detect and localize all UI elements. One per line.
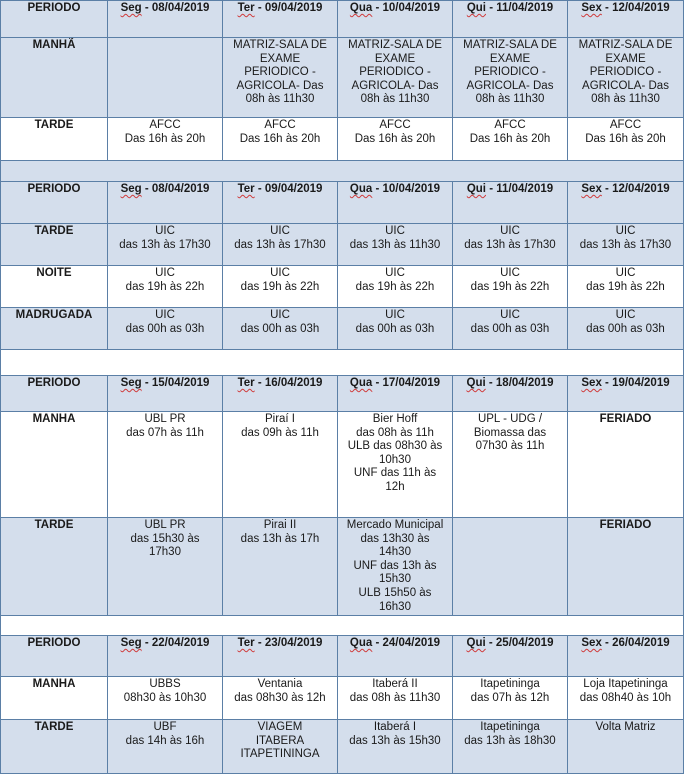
schedule-cell xyxy=(453,412,568,518)
period-label: TARDE xyxy=(1,720,108,774)
cell-text: UIC xyxy=(615,309,636,321)
schedule-cell xyxy=(223,308,338,350)
schedule-cell xyxy=(223,224,338,266)
cell-text: das 13h às 17h30 xyxy=(119,238,211,251)
schedule-cell xyxy=(108,720,223,774)
day-abbr: Qui xyxy=(466,183,486,195)
day-abbr: Qua xyxy=(349,183,373,195)
cell-text: AGRICOLA- Das xyxy=(582,79,669,92)
schedule-cell xyxy=(568,720,684,774)
cell-text: UIC xyxy=(615,267,636,279)
cell-text: das 08h40 às 10h xyxy=(579,691,672,704)
cell-text: EXAME xyxy=(374,52,416,65)
cell-text: MATRIZ-SALA DE xyxy=(463,39,557,51)
cell-text: AFCC xyxy=(264,119,296,131)
cell-text: das 00h as 03h xyxy=(470,322,550,335)
day-header xyxy=(108,182,223,224)
cell-text: UBF xyxy=(153,721,177,733)
cell-text: das 07h às 12h xyxy=(470,691,550,704)
cell-text: UIC xyxy=(155,309,175,321)
day-abbr: Ter xyxy=(237,637,255,649)
day-abbr: Seg xyxy=(120,377,142,389)
cell-text: 08h30 às 10h30 xyxy=(123,691,207,704)
cell-text: das 13h às 18h30 xyxy=(464,734,556,747)
cell-text: das 00h as 03h xyxy=(586,322,665,335)
cell-text: UIC xyxy=(500,309,520,321)
day-date: - 26/04/2019 xyxy=(601,637,670,649)
cell-text: das 00h as 03h xyxy=(240,322,320,335)
cell-text: 17h30 xyxy=(149,546,181,559)
cell-text: PERIODICO - xyxy=(359,66,431,79)
section-spacer xyxy=(1,616,684,636)
cell-text: Itaberá II xyxy=(372,678,418,690)
day-header xyxy=(223,376,338,412)
cell-text: 07h30 às 11h xyxy=(475,440,545,453)
cell-text: UIC xyxy=(270,267,290,279)
cell-text: UBBS xyxy=(149,678,181,690)
schedule-cell xyxy=(108,677,223,720)
day-date: - 10/04/2019 xyxy=(372,2,441,14)
cell-text: AGRICOLA- Das xyxy=(351,79,439,92)
day-abbr: Qua xyxy=(349,2,373,14)
schedule-cell xyxy=(568,677,684,720)
day-abbr: Sex xyxy=(581,377,602,389)
schedule-cell xyxy=(338,677,453,720)
day-date: - 15/04/2019 xyxy=(141,377,210,389)
day-header xyxy=(223,1,338,38)
cell-text: VIAGEM xyxy=(257,721,303,733)
day-header xyxy=(568,1,684,38)
cell-text: das 14h às 16h xyxy=(125,734,205,747)
section-spacer xyxy=(1,350,684,376)
cell-text: Das 16h às 20h xyxy=(469,132,551,145)
schedule-cell xyxy=(223,266,338,308)
cell-text: UBL PR xyxy=(144,413,186,425)
day-date: - 12/04/2019 xyxy=(601,2,670,14)
cell-text: UIC xyxy=(385,225,405,237)
period-label: MADRUGADA xyxy=(1,308,108,350)
period-header: PERIODO xyxy=(1,376,108,412)
cell-text: AFCC xyxy=(149,119,181,131)
spacer-cell xyxy=(1,161,684,182)
schedule-cell xyxy=(568,224,684,266)
schedule-cell xyxy=(453,224,568,266)
day-date: - 25/04/2019 xyxy=(485,637,554,649)
cell-text: PERIODICO - xyxy=(474,66,546,79)
day-header xyxy=(568,182,684,224)
schedule-cell xyxy=(568,118,684,161)
cell-text: Volta Matriz xyxy=(595,721,656,733)
cell-text: das 00h as 03h xyxy=(355,322,435,335)
day-date: - 24/04/2019 xyxy=(372,637,441,649)
schedule-cell xyxy=(568,266,684,308)
cell-text: UIC xyxy=(385,309,405,321)
day-header xyxy=(568,636,684,677)
day-date: - 16/04/2019 xyxy=(254,377,323,389)
schedule-cell xyxy=(223,677,338,720)
day-date: - 22/04/2019 xyxy=(141,637,210,649)
cell-text: UIC xyxy=(270,309,290,321)
day-header xyxy=(453,1,568,38)
cell-text: ULB 15h50 às xyxy=(358,586,432,599)
cell-text: das 08h30 às 12h xyxy=(234,691,326,704)
period-label: TARDE xyxy=(1,518,108,616)
cell-text: das 19h às 22h xyxy=(240,280,320,293)
cell-text: UIC xyxy=(615,225,636,237)
cell-text: PERIODICO - xyxy=(589,66,662,79)
schedule-cell xyxy=(568,308,684,350)
cell-text: Das 16h às 20h xyxy=(124,132,206,145)
cell-text: Loja Itapetininga xyxy=(583,678,668,690)
day-abbr: Seg xyxy=(120,2,142,14)
schedule-cell xyxy=(223,518,338,616)
cell-text: 08h às 11h30 xyxy=(591,93,660,106)
schedule-cell xyxy=(108,38,223,118)
period-label: MANHA xyxy=(1,677,108,720)
cell-text: das 08h às 11h30 xyxy=(349,691,441,704)
cell-text: UBL PR xyxy=(144,519,186,531)
cell-text: PERIODICO - xyxy=(244,66,316,79)
cell-text: Piraí I xyxy=(264,413,296,425)
schedule-cell xyxy=(223,118,338,161)
cell-text: das 13h às 17h30 xyxy=(464,238,556,251)
cell-text: UIC xyxy=(155,225,175,237)
day-abbr: Sex xyxy=(581,183,602,195)
schedule-cell xyxy=(568,412,684,518)
header-row xyxy=(1,376,684,412)
cell-text: das 07h às 11h xyxy=(126,426,204,439)
cell-text: EXAME xyxy=(489,52,531,65)
cell-text: das 08h às 11h xyxy=(356,426,434,439)
cell-text: UIC xyxy=(500,267,520,279)
cell-text: Bier Hoff xyxy=(372,413,418,425)
schedule-cell xyxy=(108,412,223,518)
day-date: - 08/04/2019 xyxy=(141,2,210,14)
period-header: PERIODO xyxy=(1,1,108,38)
schedule-cell xyxy=(108,266,223,308)
schedule-cell xyxy=(108,308,223,350)
day-date: - 19/04/2019 xyxy=(601,377,670,389)
cell-text: das 13h às 17h30 xyxy=(579,238,672,251)
day-abbr: Qui xyxy=(466,377,486,389)
cell-text: das 13h30 às xyxy=(360,532,430,545)
cell-text: MATRIZ-SALA DE xyxy=(578,39,673,51)
period-header: PERIODO xyxy=(1,182,108,224)
cell-text: das 19h às 22h xyxy=(125,280,205,293)
day-abbr: Seg xyxy=(120,183,142,195)
day-date: - 08/04/2019 xyxy=(141,183,210,195)
schedule-cell xyxy=(223,412,338,518)
cell-text: das 13h às 17h30 xyxy=(234,238,326,251)
day-header xyxy=(453,376,568,412)
cell-text: Mercado Municipal xyxy=(346,519,444,531)
schedule-cell xyxy=(453,308,568,350)
cell-text: das 00h as 03h xyxy=(125,322,205,335)
cell-text: 08h às 11h30 xyxy=(360,93,430,106)
day-header xyxy=(338,376,453,412)
cell-text: 12h xyxy=(385,480,405,493)
day-date: - 11/04/2019 xyxy=(486,183,554,195)
schedule-cell xyxy=(338,118,453,161)
schedule-cell xyxy=(223,720,338,774)
schedule-cell xyxy=(453,518,568,616)
cell-text: UPL - UDG / xyxy=(477,413,543,425)
cell-text: das 19h às 22h xyxy=(470,280,550,293)
schedule-row xyxy=(1,38,684,118)
cell-text: das 19h às 22h xyxy=(586,280,665,293)
schedule-cell xyxy=(453,677,568,720)
cell-text: Das 16h às 20h xyxy=(585,132,666,145)
cell-text: AFCC xyxy=(379,119,411,131)
cell-text: MATRIZ-SALA DE xyxy=(233,39,327,51)
cell-text: FERIADO xyxy=(599,519,652,531)
day-header xyxy=(338,1,453,38)
period-label: TARDE xyxy=(1,118,108,161)
cell-text: FERIADO xyxy=(599,413,652,425)
day-header xyxy=(108,636,223,677)
cell-text: Das 16h às 20h xyxy=(239,132,321,145)
schedule-cell xyxy=(568,38,684,118)
cell-text: AFCC xyxy=(494,119,526,131)
cell-text: Biomassa das xyxy=(473,426,547,439)
schedule-cell xyxy=(223,38,338,118)
cell-text: 16h30 xyxy=(379,600,411,613)
schedule-cell xyxy=(338,518,453,616)
day-abbr: Seg xyxy=(120,637,142,649)
day-date: - 12/04/2019 xyxy=(601,183,670,195)
day-abbr: Qua xyxy=(349,377,373,389)
day-date: - 09/04/2019 xyxy=(254,183,323,195)
cell-text: Itapetininga xyxy=(480,678,540,690)
cell-text: das 13h às 17h xyxy=(240,532,320,545)
cell-text: AFCC xyxy=(609,119,642,131)
schedule-cell xyxy=(338,308,453,350)
day-date: - 18/04/2019 xyxy=(485,377,554,389)
section-spacer xyxy=(1,161,684,182)
header-row xyxy=(1,636,684,677)
schedule-cell xyxy=(108,518,223,616)
schedule-cell xyxy=(338,224,453,266)
header-row xyxy=(1,1,684,38)
cell-text: EXAME xyxy=(605,52,646,65)
cell-text: Ventania xyxy=(257,678,303,690)
period-label: MANHÃ xyxy=(1,38,108,118)
period-label: MANHA xyxy=(1,412,108,518)
day-abbr: Ter xyxy=(237,2,255,14)
cell-text: UIC xyxy=(500,225,520,237)
day-date: - 10/04/2019 xyxy=(372,183,441,195)
cell-text: AGRICOLA- Das xyxy=(466,79,554,92)
schedule-cell xyxy=(453,38,568,118)
day-date: - 17/04/2019 xyxy=(372,377,441,389)
cell-text: ULB das 08h30 às xyxy=(347,440,443,453)
day-header xyxy=(223,636,338,677)
day-abbr: Ter xyxy=(237,377,255,389)
day-header xyxy=(338,636,453,677)
day-header xyxy=(568,376,684,412)
cell-text: Pirai II xyxy=(263,519,297,531)
cell-text: das 09h às 11h xyxy=(241,426,319,439)
cell-text: Itapetininga xyxy=(480,721,540,733)
schedule-cell xyxy=(338,38,453,118)
cell-text: 08h às 11h30 xyxy=(475,93,545,106)
day-abbr: Qua xyxy=(349,637,373,649)
cell-text: Itaberá I xyxy=(373,721,417,733)
schedule-cell xyxy=(568,518,684,616)
cell-text: 08h às 11h30 xyxy=(245,93,315,106)
schedule-row xyxy=(1,518,684,616)
day-date: - 23/04/2019 xyxy=(254,637,323,649)
cell-text: UIC xyxy=(385,267,405,279)
schedule-row xyxy=(1,720,684,774)
cell-text: das 19h às 22h xyxy=(355,280,435,293)
schedule-cell xyxy=(108,118,223,161)
day-abbr: Ter xyxy=(237,183,255,195)
period-label: NOITE xyxy=(1,266,108,308)
cell-text: UNF das 13h às xyxy=(353,559,437,572)
cell-text: 14h30 xyxy=(379,546,411,559)
day-date: - 09/04/2019 xyxy=(254,2,323,14)
cell-text: Das 16h às 20h xyxy=(354,132,436,145)
schedule-cell xyxy=(453,266,568,308)
cell-text: 15h30 xyxy=(379,573,411,586)
schedule-row xyxy=(1,412,684,518)
cell-text: das 13h às 15h30 xyxy=(349,734,441,747)
cell-text: UIC xyxy=(155,267,175,279)
day-header xyxy=(453,636,568,677)
day-date: - 11/04/2019 xyxy=(486,2,554,14)
schedule-cell xyxy=(453,118,568,161)
day-abbr: Qui xyxy=(466,637,486,649)
day-abbr: Sex xyxy=(581,637,602,649)
day-header xyxy=(453,182,568,224)
cell-text: UIC xyxy=(270,225,290,237)
cell-text: EXAME xyxy=(259,52,301,65)
spacer-cell xyxy=(1,350,684,376)
cell-text: UNF das 11h às xyxy=(353,467,437,480)
cell-text: AGRICOLA- Das xyxy=(236,79,324,92)
period-label: TARDE xyxy=(1,224,108,266)
schedule-row xyxy=(1,118,684,161)
header-row xyxy=(1,182,684,224)
cell-text: das 15h30 às xyxy=(130,532,200,545)
period-header: PERIODO xyxy=(1,636,108,677)
day-header xyxy=(108,376,223,412)
cell-text: ITABERA xyxy=(255,734,305,747)
day-abbr: Qui xyxy=(466,2,486,14)
schedule-cell xyxy=(108,224,223,266)
day-abbr: Sex xyxy=(581,2,602,14)
schedule-row xyxy=(1,308,684,350)
schedule-cell xyxy=(453,720,568,774)
schedule-cell xyxy=(338,720,453,774)
schedule-cell xyxy=(338,412,453,518)
cell-text: das 13h às 11h30 xyxy=(349,238,441,251)
schedule-row xyxy=(1,677,684,720)
schedule-row xyxy=(1,266,684,308)
cell-text: ITAPETININGA xyxy=(240,748,320,761)
day-header xyxy=(108,1,223,38)
spacer-cell xyxy=(1,616,684,636)
cell-text: 10h30 xyxy=(379,453,411,466)
day-header xyxy=(338,182,453,224)
day-header xyxy=(223,182,338,224)
schedule-row xyxy=(1,224,684,266)
schedule-cell xyxy=(338,266,453,308)
cell-text: MATRIZ-SALA DE xyxy=(348,39,442,51)
